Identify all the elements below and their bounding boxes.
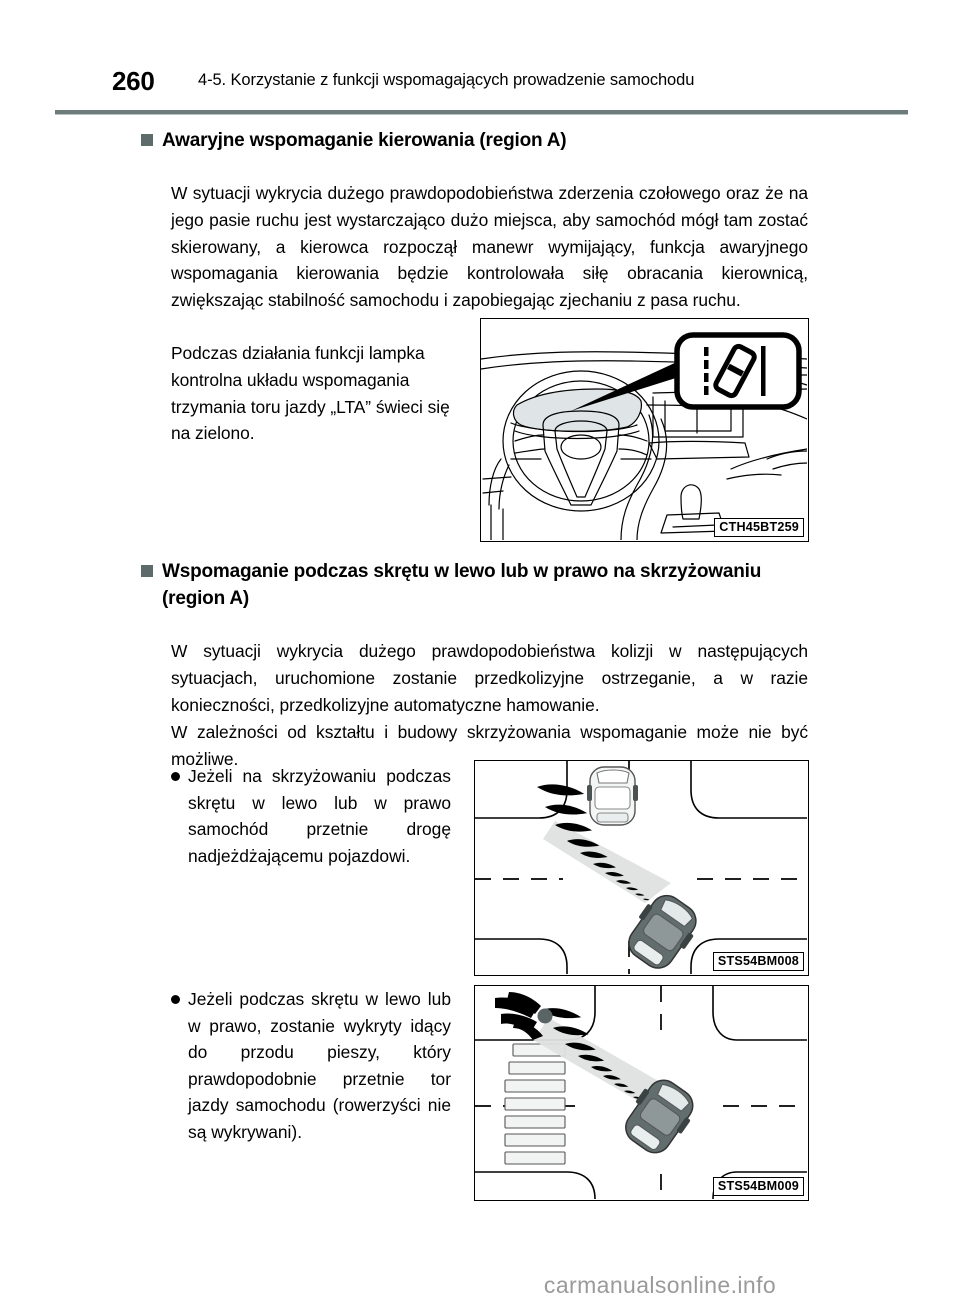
paragraph-emergency-steering-1: W sytuacji wykrycia dużego prawdopodobieństwa zderzenia czołowego oraz że na jego pasie ruchu jest wystarczająco dużo miejsca, aby samochód mógł tam zostać skierowany, a kierowca rozpoczął manewr wymijający, funkcja awaryjnego wspomagania kierowania będzie kontrolowała siłę obracania kierownicą, zwiększając stabilność samochodu i zapobiegając zjechaniu z pasa ruchu. (171, 183, 808, 310)
footer-watermark (0, 1272, 960, 1299)
section-heading-emergency-steering (141, 127, 821, 154)
figure-intersection-pedestrian (474, 985, 809, 1201)
crosswalk-stripes-icon (505, 1044, 565, 1164)
ego-vehicle-icon (619, 887, 705, 974)
page-title: 4-5. Korzystanie z funkcji wspomagających prowadzenie samochodu (198, 71, 695, 89)
square-bullet-icon (141, 565, 153, 577)
figure-code-label: STS54BM008 (713, 952, 804, 971)
section-heading-label: Awaryjne wspomaganie kierowania (region A) (162, 130, 567, 151)
paragraph-intersection-2: W zależności od kształtu i budowy skrzyżowania wspomaganie może nie być możliwe. (171, 722, 808, 769)
square-bullet-icon (141, 134, 153, 146)
list-item-pedestrian (171, 986, 451, 1146)
intersection-pedestrian-illustration (475, 986, 807, 1199)
paragraph-emergency-steering-2: Podczas działania funkcji lampka kontrolna układu wspomagania trzymania toru jazdy „LTA” świeci się na zielono. (171, 343, 450, 444)
footer-watermark-label: carmanualsonline.info (543, 1272, 777, 1298)
paragraph-intersection-1: W sytuacji wykrycia dużego prawdopodobieństwa kolizji w następujących sytuacjach, uruchomione zostanie przedkolizyjne ostrzeganie, a w razie konieczności, przedkolizyjne automatyczne hamowanie. (171, 641, 808, 715)
oncoming-vehicle-icon (587, 767, 638, 825)
list-item-label: Jeżeli na skrzyżowaniu podczas skrętu w lewo lub w prawo samochód przetnie drogę nadjeżdżającemu pojazdowi. (188, 766, 451, 866)
intersection-vehicle-illustration (475, 761, 807, 974)
figure-code-label: CTH45BT259 (714, 518, 804, 537)
lta-callout-bubble (571, 335, 799, 411)
page-number: 260 (112, 66, 155, 96)
figure-intersection-vehicle (474, 760, 809, 976)
dashboard-illustration (481, 319, 807, 540)
round-bullet-icon (171, 772, 180, 781)
list-item-oncoming-vehicle (171, 763, 451, 869)
figure-dashboard-lta (480, 318, 809, 542)
list-item-label: Jeżeli podczas skrętu w lewo lub w prawo, zostanie wykryty idący do przodu pieszy, który prawdopodobnie przetnie tor jazdy samochodu (rowerzyści nie są wykrywani). (188, 989, 451, 1142)
round-bullet-icon (171, 995, 180, 1004)
section-heading-intersection-assist (141, 558, 831, 612)
section-heading-label: Wspomaganie podczas skrętu w lewo lub w prawo na skrzyżowaniu (region A) (162, 561, 762, 609)
figure-code-label: STS54BM009 (713, 1177, 804, 1196)
